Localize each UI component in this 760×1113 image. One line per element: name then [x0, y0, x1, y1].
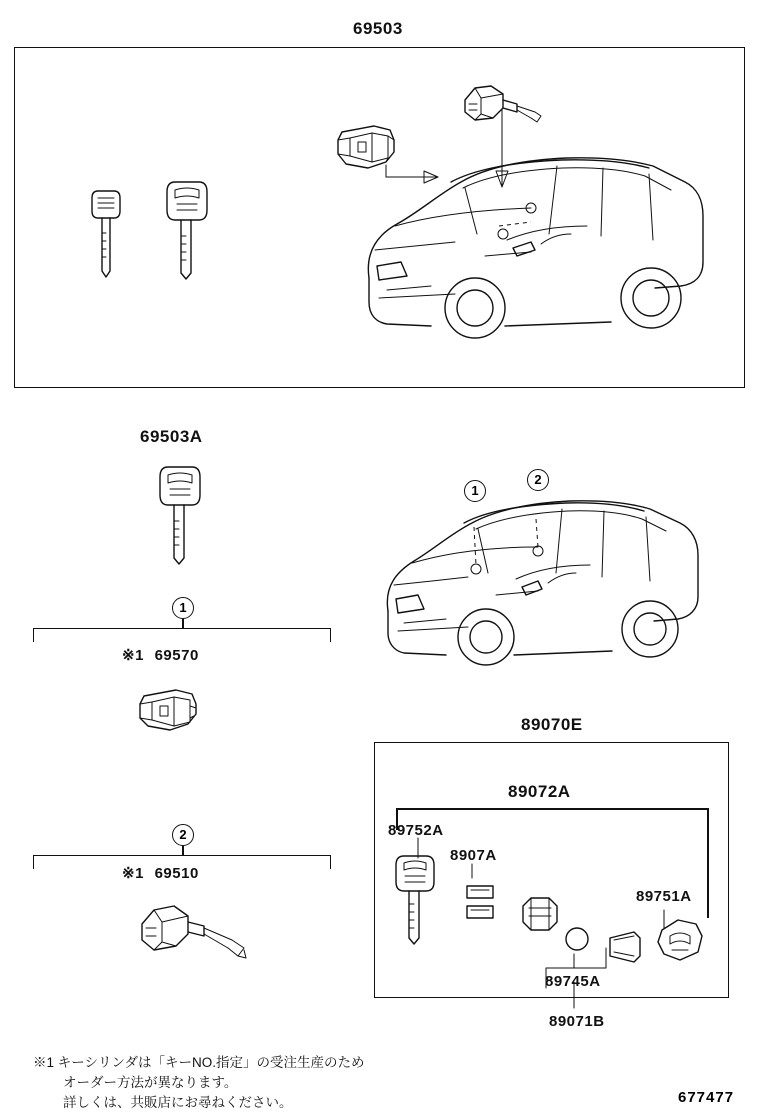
transmitter-key-illustration [392, 852, 444, 947]
footer-drawing-code: 677477 [678, 1089, 735, 1106]
note-line-2: オーダー方法が異なります。 [63, 1075, 238, 1090]
top-vehicle-illustration [335, 130, 715, 360]
transponder-chips-illustration [457, 878, 507, 928]
callout-2-part-number: 69510 [154, 865, 199, 882]
top-panel-code: 69503 [353, 19, 403, 38]
callout-1-prefix: ※1 [122, 647, 144, 664]
part-code-8907a: 8907A [450, 847, 497, 864]
part-code-89745a: 89745A [545, 973, 601, 990]
note-line-3: 詳しくは、共販店にお尋ねください。 [63, 1095, 293, 1110]
callout-2-prefix: ※1 [122, 865, 144, 882]
top-key-blade-illustration [80, 185, 140, 280]
top-key-transponder-illustration [155, 178, 225, 283]
ignition-lock-cylinder-illustration [128, 896, 258, 976]
part-code-89071b: 89071B [549, 1013, 605, 1030]
transmitter-housing-illustration [652, 914, 708, 970]
vehicle-callout-number-2: 2 [527, 469, 549, 491]
vehicle-callout-number-1: 1 [464, 480, 486, 502]
bottom-panel-code: 89070E [521, 715, 583, 734]
door-lock-cylinder-illustration [128, 680, 212, 740]
callout-1-bracket [33, 628, 331, 642]
mid-vehicle-illustration [360, 485, 730, 680]
transmitter-module-illustration [517, 894, 561, 936]
note-line-1: ※1 キーシリンダは「キーNO.指定」の受注生産のため [33, 1055, 365, 1070]
transmitter-cover-illustration [604, 928, 644, 968]
callout-number-1: 1 [172, 597, 194, 619]
callout-1-code [122, 646, 199, 664]
callout-2-stem [182, 846, 184, 856]
callout-1-part-number: 69570 [154, 647, 199, 664]
callout-2-code [122, 864, 199, 882]
bottom-inner-code: 89072A [508, 782, 571, 801]
mid-key-illustration [148, 463, 218, 568]
mid-panel-code: 69503A [140, 427, 203, 446]
callout-number-2: 2 [172, 824, 194, 846]
part-code-89752a: 89752A [388, 822, 444, 839]
part-code-89751a: 89751A [636, 888, 692, 905]
callout-1-stem [182, 619, 184, 629]
battery-illustration [562, 924, 592, 954]
